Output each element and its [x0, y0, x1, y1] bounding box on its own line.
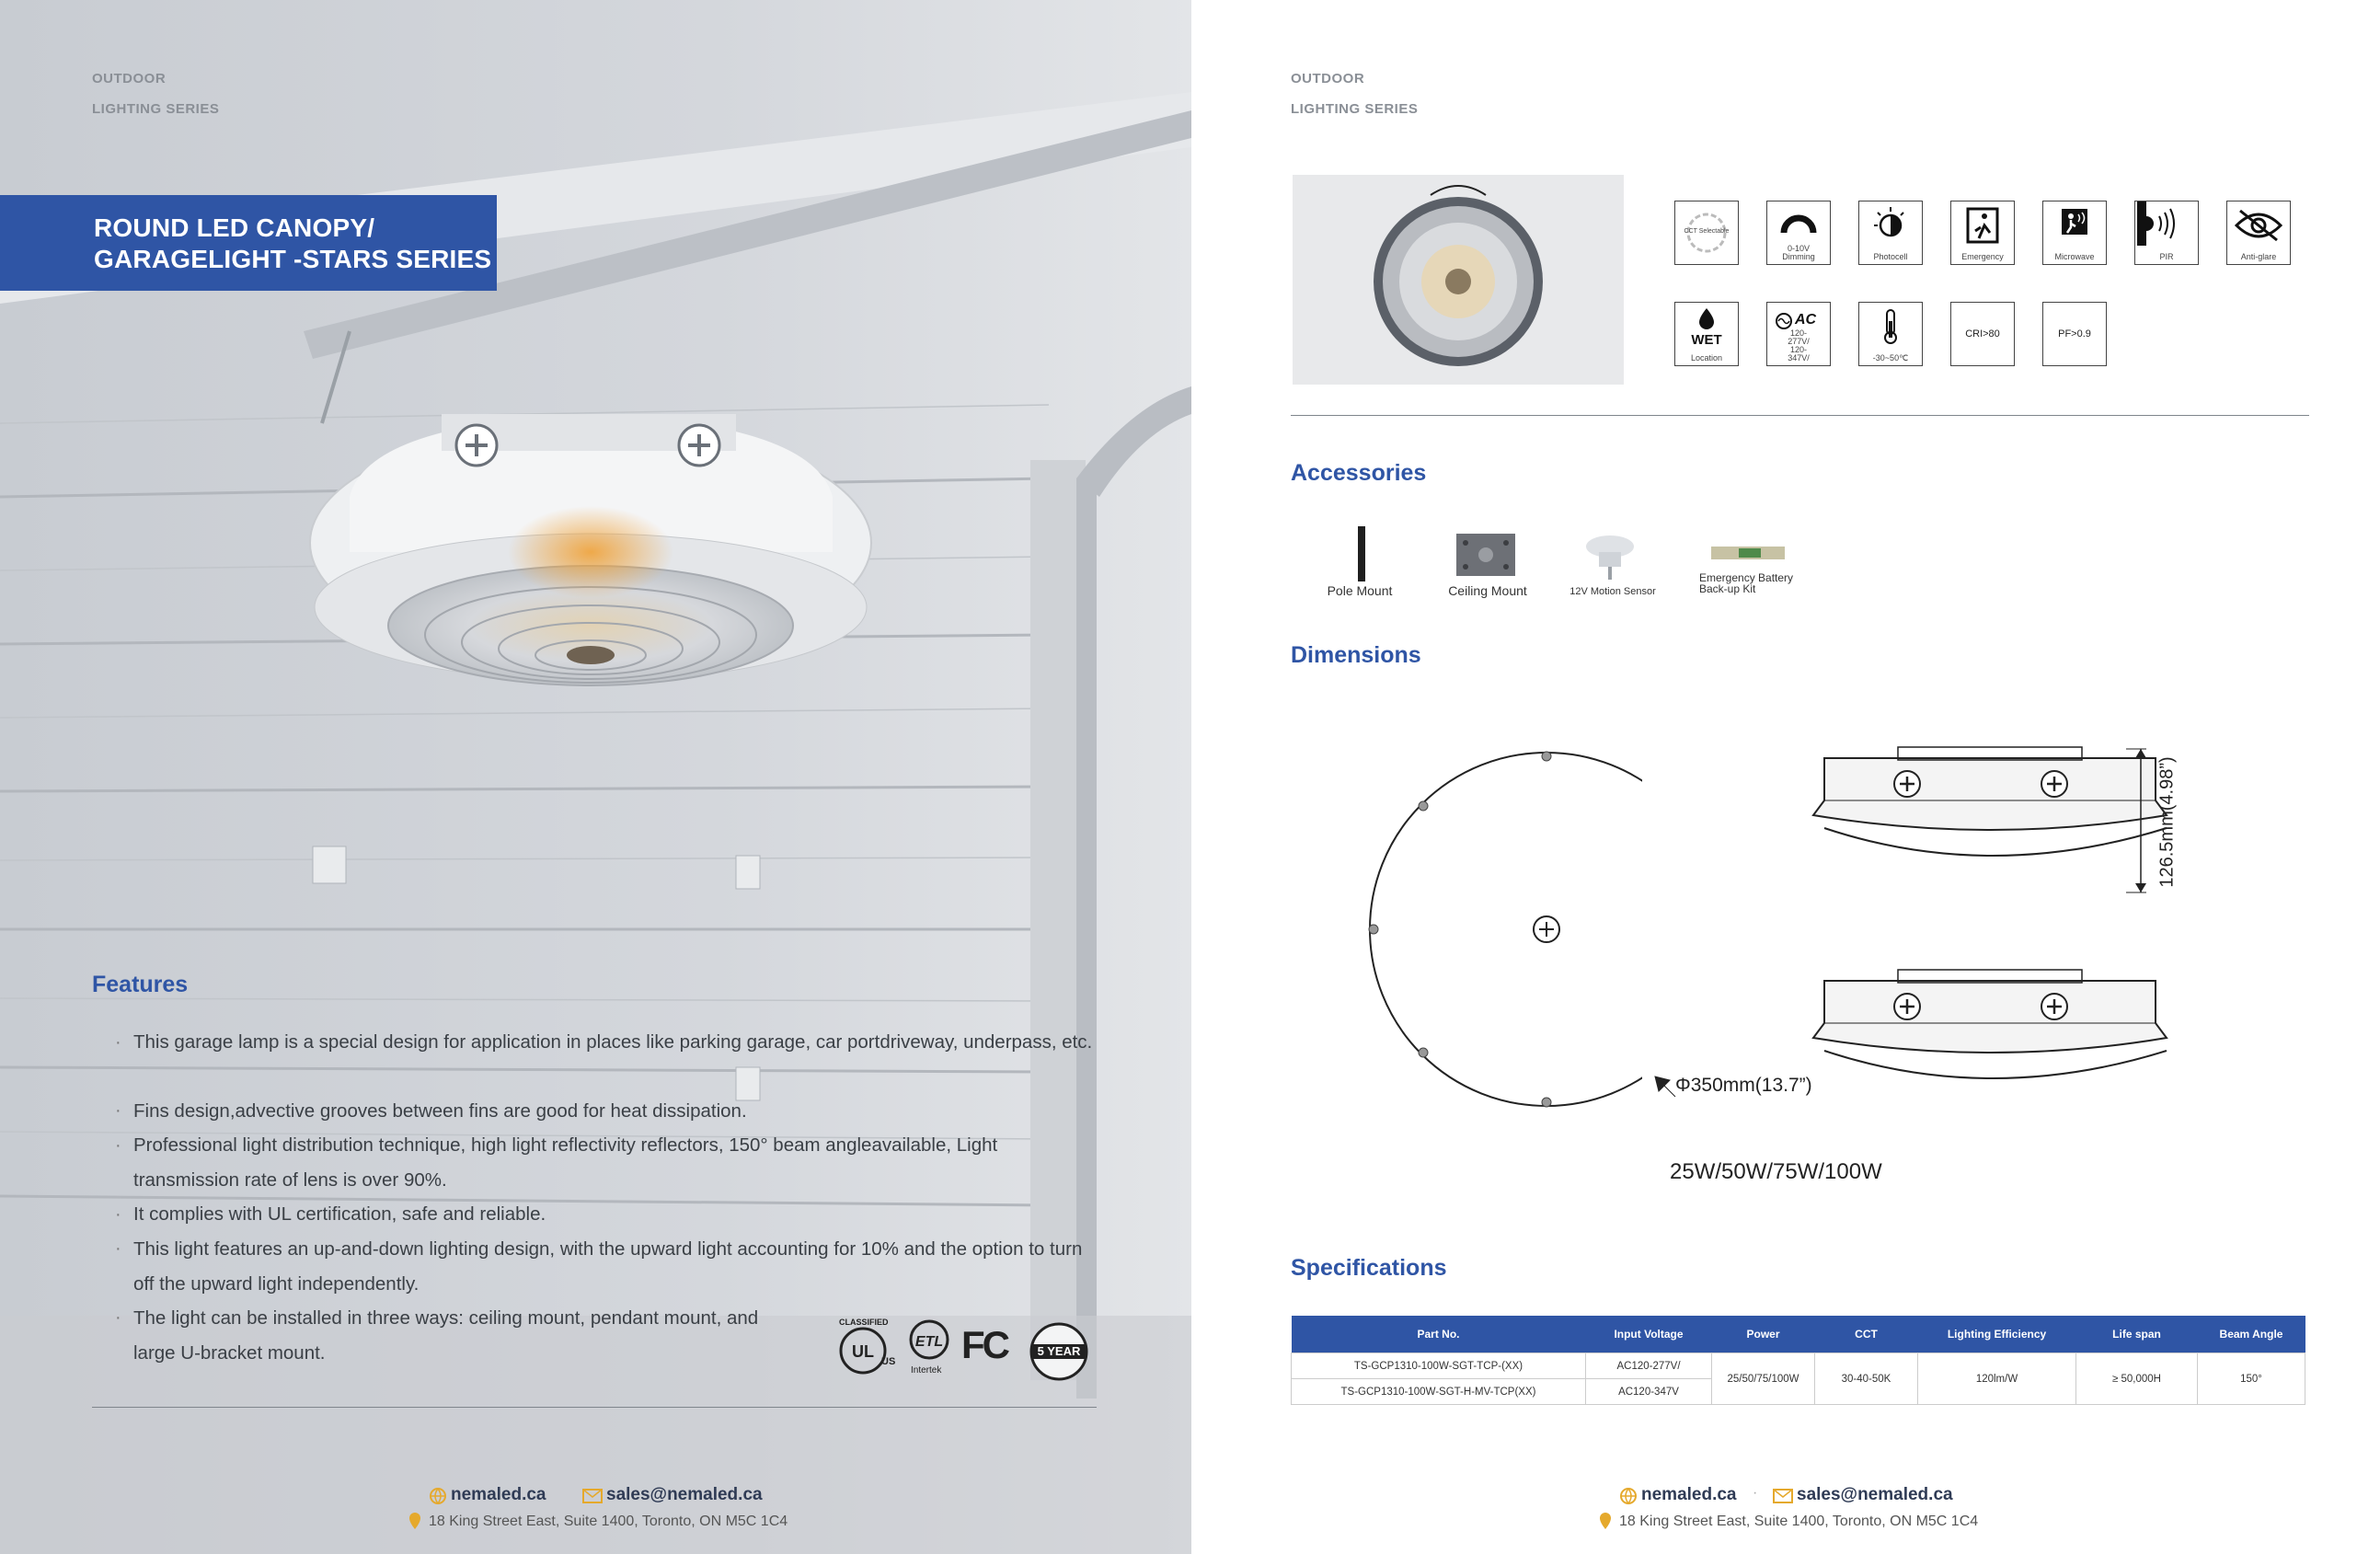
- dimensions-heading: Dimensions: [1291, 642, 1421, 668]
- height-dimension-line: [2122, 745, 2150, 897]
- series-label-lighting: LIGHTING SERIES: [1291, 101, 1419, 117]
- photocell-icon: Photocell: [1858, 201, 1923, 265]
- life-span: ≥ 50,000H: [2076, 1353, 2198, 1405]
- pf-icon: PF>0.9: [2042, 302, 2107, 366]
- dimension-drawing-side-view-bottom: [1806, 968, 2174, 1134]
- ac-icon: AC 120-277V/ 120-347V/: [1766, 302, 1831, 366]
- dimming-icon: 0-10V Dimming: [1766, 201, 1831, 265]
- col-header: Beam Angle: [2198, 1316, 2305, 1353]
- part-number: TS-GCP1310-100W-SGT-TCP-(XX): [1292, 1353, 1586, 1379]
- power: 25/50/75/100W: [1712, 1353, 1815, 1405]
- svg-text:ETL: ETL: [914, 1334, 944, 1350]
- col-header: Power: [1712, 1316, 1815, 1353]
- accessories-heading: Accessories: [1291, 460, 1427, 486]
- height-label: 126.5mm(4.98”): [2156, 756, 2178, 888]
- part-number: TS-GCP1310-100W-SGT-H-MV-TCP(XX): [1292, 1379, 1586, 1405]
- bullet: ·: [115, 1100, 121, 1121]
- cri-icon: CRI>80: [1950, 302, 2015, 366]
- wattage-options: 25W/50W/75W/100W: [1670, 1159, 1882, 1184]
- feature-item: Professional light distribution technique, high light reflectivity reflectors, 150° beam angleavailable, Light transmission rate of lens is over 90%.: [133, 1134, 998, 1191]
- page-title-line1: ROUND LED CANOPY/: [94, 213, 375, 242]
- etl-logo: ETL Intertek: [906, 1318, 952, 1372]
- series-label-lighting: LIGHTING SERIES: [92, 101, 220, 117]
- emergency-icon: Emergency: [1950, 201, 2015, 265]
- specifications-table: [1291, 1316, 2305, 1405]
- location-pin-icon: [1599, 1512, 1612, 1530]
- feature-item: It complies with UL certification, safe and reliable.: [133, 1203, 546, 1225]
- feature-item: This light features an up-and-down lighting design, with the upward light accounting for 10% and the option to turn off the upward light independently.: [133, 1238, 1083, 1295]
- product-photo: [1293, 175, 1624, 385]
- features-heading: Features: [92, 972, 189, 997]
- accessory-label: Emergency Battery Back-up Kit: [1699, 571, 1794, 595]
- table-row: [1292, 1353, 2305, 1379]
- page-title-line2: GARAGELIGHT -STARS SERIES: [94, 245, 492, 273]
- divider: [1291, 415, 2309, 416]
- pir-icon: PIR: [2134, 201, 2199, 265]
- col-header: CCT: [1815, 1316, 1918, 1353]
- bullet: ·: [115, 1204, 121, 1225]
- bullet: ·: [115, 1238, 121, 1259]
- mail-icon: [582, 1489, 603, 1503]
- location-pin-icon: [408, 1512, 421, 1530]
- pole-mount-image: [1352, 526, 1371, 581]
- fcc-logo: FC: [961, 1323, 1007, 1366]
- series-label-outdoor: OUTDOOR: [92, 71, 167, 86]
- website-link[interactable]: nemaled.ca: [1641, 1485, 1737, 1504]
- accessory-label: 12V Motion Sensor: [1569, 586, 1656, 597]
- bullet: ·: [115, 1032, 121, 1053]
- feature-item: Fins design,advective grooves between fins are good for heat dissipation.: [133, 1100, 747, 1122]
- divider: [92, 1407, 1097, 1408]
- email-link[interactable]: sales@nemaled.ca: [606, 1485, 763, 1504]
- separator-dot: ·: [1753, 1485, 1758, 1501]
- website-link[interactable]: nemaled.ca: [451, 1485, 546, 1504]
- title-band: [0, 195, 497, 291]
- bullet: ·: [115, 1307, 121, 1328]
- address: 18 King Street East, Suite 1400, Toronto, ON M5C 1C4: [1619, 1514, 1979, 1529]
- col-header: Input Voltage: [1586, 1316, 1712, 1353]
- efficiency: 120lm/W: [1918, 1353, 2076, 1405]
- globe-icon: [1619, 1487, 1638, 1505]
- anti-glare-icon: Anti-glare: [2226, 201, 2291, 265]
- specifications-heading: Specifications: [1291, 1255, 1447, 1281]
- col-header: Lighting Efficiency: [1918, 1316, 2076, 1353]
- dimension-drawing-top-view: [1366, 747, 1642, 1113]
- accessory-label: Ceiling Mount: [1448, 583, 1527, 598]
- email-link[interactable]: sales@nemaled.ca: [1797, 1485, 1953, 1504]
- right-page: [1191, 0, 2380, 1554]
- diameter-label: Φ350mm(13.7”): [1675, 1075, 1812, 1096]
- wet-location-icon: WET Location: [1674, 302, 1739, 366]
- address: 18 King Street East, Suite 1400, Toronto, ON M5C 1C4: [429, 1514, 788, 1529]
- col-header: Part No.: [1292, 1316, 1586, 1353]
- ul-classified-logo: UL CLASSIFIED US: [828, 1318, 898, 1387]
- feature-item: The light can be installed in three ways: ceiling mount, pendant mount, and large U-bracket mount.: [133, 1307, 759, 1364]
- input-voltage: AC120-277V/: [1586, 1353, 1712, 1379]
- input-voltage: AC120-347V: [1586, 1379, 1712, 1405]
- temperature-icon: -30~50℃: [1858, 302, 1923, 366]
- battery-kit-image: [1711, 545, 1785, 561]
- mail-icon: [1773, 1489, 1793, 1503]
- cct: 30-40-50K: [1815, 1353, 1918, 1405]
- microwave-icon: Microwave: [2042, 201, 2107, 265]
- warranty-badge: 5 YEAR: [1029, 1321, 1089, 1387]
- col-header: Life span: [2076, 1316, 2198, 1353]
- ceiling-mount-image: [1456, 534, 1515, 576]
- cct-selectable-icon: CCT Selectable: [1674, 201, 1739, 265]
- dimension-drawing-side-view-top: [1806, 745, 2174, 911]
- beam-angle: 150°: [2198, 1353, 2305, 1405]
- series-label-outdoor: OUTDOOR: [1291, 71, 1365, 86]
- svg-text:UL: UL: [852, 1342, 874, 1361]
- motion-sensor-image: [1582, 534, 1638, 581]
- globe-icon: [429, 1487, 447, 1505]
- accessory-label: Pole Mount: [1327, 583, 1393, 598]
- bullet: ·: [115, 1135, 121, 1156]
- feature-item: This garage lamp is a special design for application in places like parking garage, car portdriveway, underpass, etc.: [133, 1031, 1093, 1053]
